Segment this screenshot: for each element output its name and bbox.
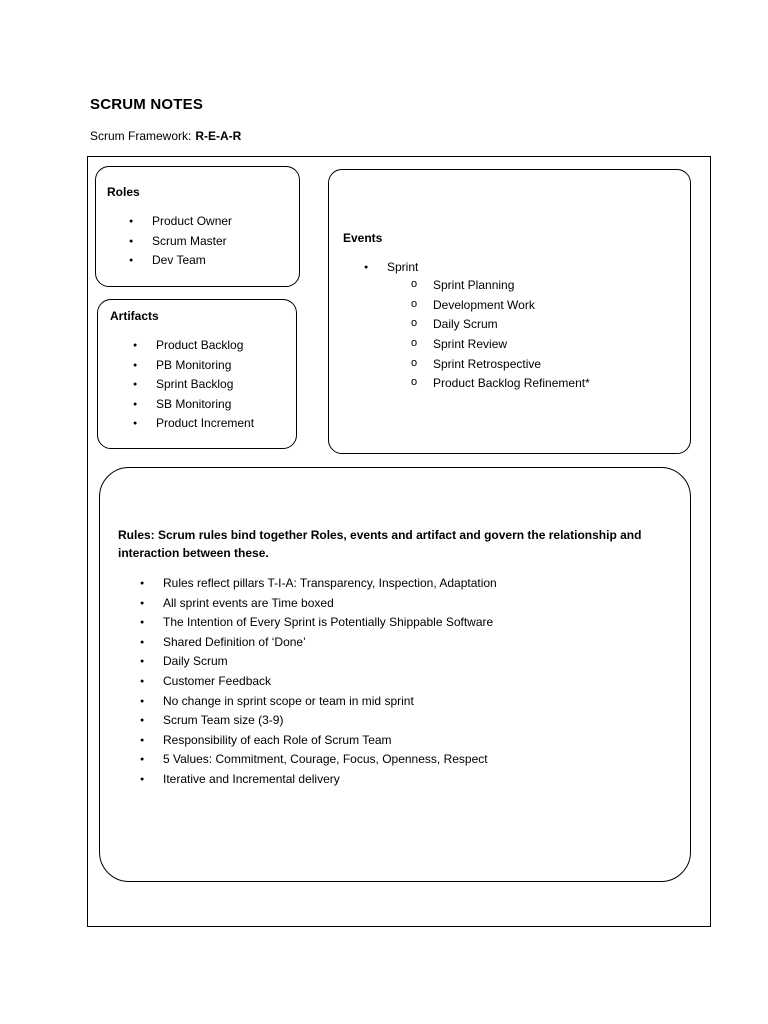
sublist-item: o Sprint Review bbox=[411, 335, 590, 355]
list-item: ● Daily Scrum bbox=[117, 652, 497, 672]
list-item: ● Shared Definition of ‘Done’ bbox=[117, 633, 497, 653]
sprint-sublist bbox=[411, 276, 590, 394]
list-item: ● All sprint events are Time boxed bbox=[117, 594, 497, 614]
framework-line bbox=[90, 129, 241, 143]
list-item: ● Responsibility of each Role of Scrum Team bbox=[117, 731, 497, 751]
list-item: ● The Intention of Every Sprint is Potentially Shippable Software bbox=[117, 613, 497, 633]
rules-intro: Rules: Scrum rules bind together Roles, events and artifact and govern the relationship and interaction between these. bbox=[118, 528, 642, 560]
sublist-item: o Daily Scrum bbox=[411, 315, 590, 335]
list-item: ● 5 Values: Commitment, Courage, Focus, Openness, Respect bbox=[117, 750, 497, 770]
rules-list bbox=[117, 574, 497, 790]
list-item: ● Scrum Team size (3-9) bbox=[117, 711, 497, 731]
list-item-sprint: ● Sprint bbox=[341, 258, 418, 278]
sublist-item: o Sprint Planning bbox=[411, 276, 590, 296]
events-title: Events bbox=[343, 231, 383, 245]
list-item: ● Sprint Backlog bbox=[110, 375, 254, 395]
sublist-item: o Development Work bbox=[411, 296, 590, 316]
list-item: ● Product Backlog bbox=[110, 336, 254, 356]
list-item: ● No change in sprint scope or team in mid sprint bbox=[117, 692, 497, 712]
events-list bbox=[341, 258, 418, 278]
framework-value: R-E-A-R bbox=[195, 129, 242, 143]
list-item: ● Product Owner bbox=[106, 212, 232, 232]
artifacts-title: Artifacts bbox=[110, 309, 159, 323]
list-item: ● Dev Team bbox=[106, 251, 232, 271]
list-item: ● Rules reflect pillars T-I-A: Transparency, Inspection, Adaptation bbox=[117, 574, 497, 594]
list-item: ● Iterative and Incremental delivery bbox=[117, 770, 497, 790]
roles-list bbox=[106, 212, 232, 271]
list-item: ● SB Monitoring bbox=[110, 395, 254, 415]
page-title: SCRUM NOTES bbox=[90, 96, 204, 113]
sublist-item: o Sprint Retrospective bbox=[411, 355, 590, 375]
artifacts-list bbox=[110, 336, 254, 434]
roles-title: Roles bbox=[107, 185, 140, 199]
framework-label: Scrum Framework: bbox=[90, 129, 192, 143]
list-item: ● Customer Feedback bbox=[117, 672, 497, 692]
sublist-item: o Product Backlog Refinement* bbox=[411, 374, 590, 394]
list-item: ● Product Increment bbox=[110, 414, 254, 434]
list-item: ● Scrum Master bbox=[106, 232, 232, 252]
list-item: ● PB Monitoring bbox=[110, 356, 254, 376]
